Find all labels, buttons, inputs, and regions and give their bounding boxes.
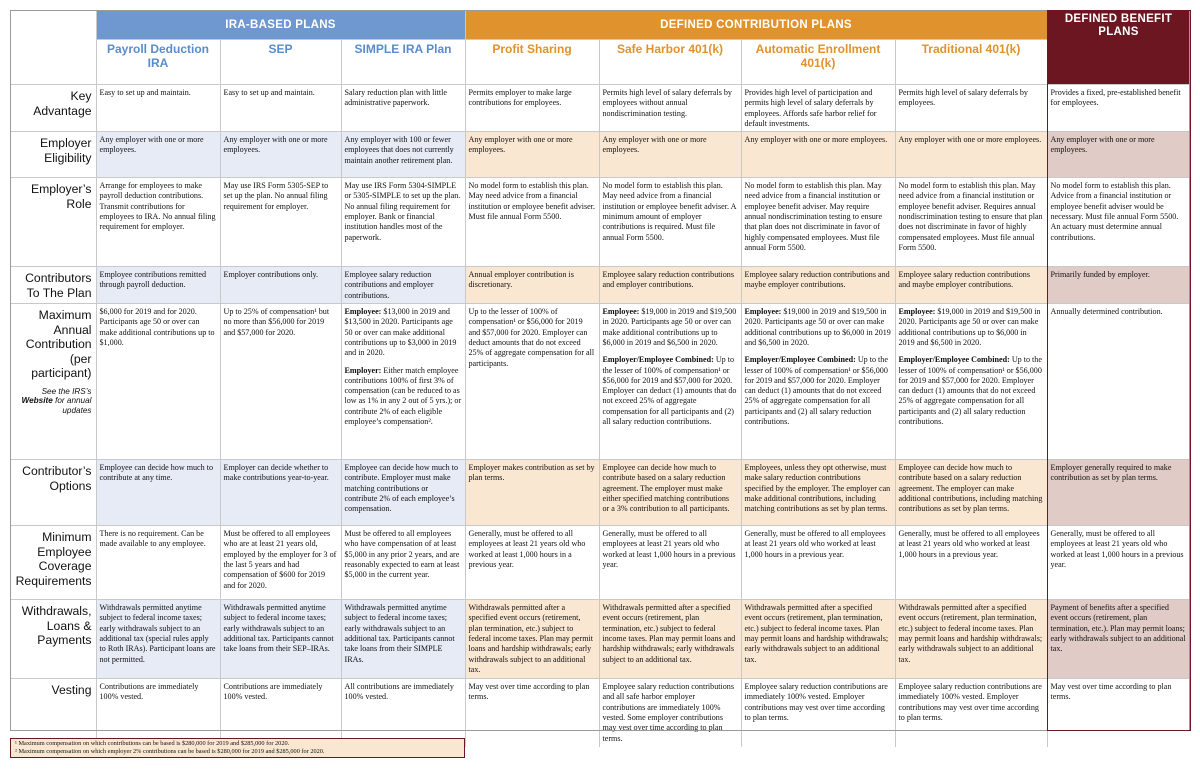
cell-bold-lead: Employer/Employee Combined: bbox=[744, 355, 856, 365]
row-label bbox=[10, 304, 96, 460]
table-cell: Withdrawals permitted anytime subject to federal income taxes; early withdrawals subject to an additional tax. Participants cannot take loans from their SEP–IRAs. bbox=[220, 600, 341, 679]
table-row bbox=[10, 267, 1190, 304]
table-cell: Generally, must be offered to all employees at least 21 years old who worked at least 1,000 hours in a previous year. bbox=[741, 526, 895, 600]
group-header-defined-contribution: DEFINED CONTRIBUTION PLANS bbox=[465, 11, 1047, 40]
row-label bbox=[10, 679, 96, 747]
irs-website-link[interactable]: Website bbox=[21, 396, 53, 406]
cell-bold-lead: Employer/Employee Combined: bbox=[602, 355, 714, 365]
group-header-spacer bbox=[10, 11, 96, 40]
cell-bold-lead: Employee: bbox=[344, 307, 382, 317]
cell-bold-lead: Employer/Employee Combined: bbox=[898, 355, 1010, 365]
table-cell: Annually determined contribution. bbox=[1047, 304, 1190, 460]
table-cell: Employee salary reduction contributions and maybe employer contributions. bbox=[895, 267, 1047, 304]
table-cell: Contributions are immediately 100% vested. bbox=[220, 679, 341, 747]
table-cell: $6,000 for 2019 and for 2020. Participants age 50 or over can make additional contributions up to $1,000. bbox=[96, 304, 220, 460]
row-label-text: Withdrawals, Loans & Payments bbox=[21, 604, 92, 648]
table-cell: Any employer with one or more employees. bbox=[895, 132, 1047, 178]
table-row bbox=[10, 679, 1190, 747]
table-cell: Any employer with one or more employees. bbox=[599, 132, 741, 178]
row-label bbox=[10, 600, 96, 679]
table-cell: Any employer with 100 or fewer employees that does not currently maintain another retirement plan. bbox=[341, 132, 465, 178]
cell-text: $19,000 in 2019 and $19,500 in 2020. Participants age 50 or over can make additional contributions up to $6,000 in 2019 and $6,500 in 2020. bbox=[602, 307, 737, 347]
cell-bold-lead: Employee: bbox=[898, 307, 936, 317]
cell-text: $13,000 in 2019 and $13,500 in 2020. Participants age 50 or over can make additional contributions up to $3,000 in 2019 and in 2020. bbox=[344, 307, 457, 358]
cell-second-paragraph bbox=[899, 355, 1044, 427]
row-label bbox=[10, 267, 96, 304]
table-cell bbox=[341, 304, 465, 460]
plans-table bbox=[10, 10, 1191, 747]
table-cell: Employee salary reduction contributions and employer contributions. bbox=[341, 267, 465, 304]
column-header-4: Profit Sharing bbox=[465, 40, 599, 85]
column-header-7: Traditional 401(k) bbox=[895, 40, 1047, 85]
table-cell: Must be offered to all employees who have compensation of at least $5,000 in any prior 2 years, and are reasonably expected to earn at least $5,000 in the current year. bbox=[341, 526, 465, 600]
column-header-5: Safe Harbor 401(k) bbox=[599, 40, 741, 85]
table-row bbox=[10, 178, 1190, 267]
column-header-2: SEP bbox=[220, 40, 341, 85]
table-cell: Employee contributions remitted through payroll deduction. bbox=[96, 267, 220, 304]
table-cell: Any employer with one or more employees. bbox=[1047, 132, 1190, 178]
table-cell: Generally, must be offered to all employees at least 21 years old who worked at least 1,000 hours in a previous year. bbox=[599, 526, 741, 600]
table-row bbox=[10, 526, 1190, 600]
table-row bbox=[10, 85, 1190, 132]
cell-text: $19,000 in 2019 and $19,500 in 2020. Participants age 50 or over can make additional contributions up to $6,000 in 2019 and $6,500 in 2020. bbox=[898, 307, 1041, 347]
column-header-spacer bbox=[10, 40, 96, 85]
table-cell: May use IRS Form 5304-SIMPLE or 5305-SIMPLE to set up the plan. No annual filing requirement for employer. Bank or financial institution handles most of the paperwork. bbox=[341, 178, 465, 267]
row-label-text: Contributor’s Options bbox=[22, 464, 92, 493]
table-cell: Provides a fixed, pre-established benefit for employees. bbox=[1047, 85, 1190, 132]
table-cell: No model form to establish this plan. Advice from a financial institution or employee benefit adviser would be necessary. Must file annual Form 5500. An actuary must determine annual contributions. bbox=[1047, 178, 1190, 267]
table-cell: Employee salary reduction contributions and all safe harbor employer contributions are immediately 100% vested. Some employer contributions may vest over time according to plan terms. bbox=[599, 679, 741, 747]
table-cell: Any employer with one or more employees. bbox=[741, 132, 895, 178]
table-cell: Permits high level of salary deferrals by employees. bbox=[895, 85, 1047, 132]
table-cell: Arrange for employees to make payroll deduction contributions. Transmit contributions for employees to IRA. No annual filing requirement for employer. bbox=[96, 178, 220, 267]
table-cell: Employee can decide how much to contribute based on a salary reduction agreement. The employer can make additional contributions, including matching contributions as set by plan terms. bbox=[895, 460, 1047, 526]
table-cell: Employees, unless they opt otherwise, must make salary reduction contributions specified by the employer. The employer can make additional contributions, including matching contributions as set by plan terms. bbox=[741, 460, 895, 526]
table-cell: There is no requirement. Can be made available to any employee. bbox=[96, 526, 220, 600]
table-cell: Withdrawals permitted anytime subject to federal income taxes; early withdrawals subject to an additional tax. Participants cannot take loans from their SIMPLE IRAs. bbox=[341, 600, 465, 679]
cell-bold-lead: Employee: bbox=[602, 307, 640, 317]
group-header-ira-based: IRA-BASED PLANS bbox=[96, 11, 465, 40]
row-label-text: Vesting bbox=[51, 683, 92, 698]
retirement-plans-comparison-chart bbox=[10, 10, 1190, 747]
table-cell: Employer makes contribution as set by plan terms. bbox=[465, 460, 599, 526]
row-sublabel bbox=[10, 387, 92, 416]
table-cell: All contributions are immediately 100% vested. bbox=[341, 679, 465, 747]
table-cell: Up to the lesser of 100% of compensation¹ or $56,000 for 2019 and $57,000 for 2020. Employer can deduct amounts that do not exceed 25% of aggregate compensation for all participants. bbox=[465, 304, 599, 460]
table-cell: Withdrawals permitted after a specified event occurs (retirement, plan termination, etc.) subject to federal income taxes. Plan may permit loans and hardship withdrawals; early withdrawals subject to an additional tax. bbox=[599, 600, 741, 679]
table-cell: Any employer with one or more employees. bbox=[465, 132, 599, 178]
footnotes-box bbox=[10, 738, 465, 758]
table-cell: Annual employer contribution is discretionary. bbox=[465, 267, 599, 304]
table-cell: No model form to establish this plan. May need advice from a financial institution or employee benefit adviser. Must file annual Form 5500. bbox=[465, 178, 599, 267]
cell-second-paragraph bbox=[603, 355, 738, 427]
table-cell: Generally, must be offered to all employees at least 21 years old who worked at least 1,000 hours in a previous year. bbox=[895, 526, 1047, 600]
row-label bbox=[10, 85, 96, 132]
row-label bbox=[10, 526, 96, 600]
cell-text: $19,000 in 2019 and $19,500 in 2020. Participants age 50 or over can make additional contributions up to $6,000 in 2019 and $6,500 in 2020. bbox=[744, 307, 891, 347]
table-cell: Generally, must be offered to all employees at least 21 years old who worked at least 1,000 hours in a previous year. bbox=[465, 526, 599, 600]
table-cell: Must be offered to all employees who are at least 21 years old, employed by the employer for 3 of the last 5 years and had compensation of $600 for 2019 and for 2020. bbox=[220, 526, 341, 600]
table-cell: Employee salary reduction contributions and maybe employer contributions. bbox=[741, 267, 895, 304]
row-label bbox=[10, 460, 96, 526]
table-cell: Payment of benefits after a specified event occurs (retirement, plan termination, etc.). Plan may permit loans; early withdrawals subject to an additional tax. bbox=[1047, 600, 1190, 679]
cell-text: Either match employee contributions 100% of first 3% of compensation (can be reduced to as low as 1% in any 2 out of 5 yrs.); or contribute 2% of each eligible employee’s compensation². bbox=[344, 365, 462, 427]
row-label-text: Minimum Employee Coverage Requirements bbox=[15, 530, 92, 588]
table-row bbox=[10, 304, 1190, 460]
table-cell: Employee can decide how much to contribute. Employer must make matching contributions or contribute 2% of each employee’s compensation. bbox=[341, 460, 465, 526]
table-cell: Withdrawals permitted after a specified event occurs (retirement, plan termination, etc.) subject to federal income taxes. Plan may permit loans and hardship withdrawals; early withdrawals subject to an additional tax. bbox=[895, 600, 1047, 679]
table-cell: Employee can decide how much to contribute based on a salary reduction agreement. The employer must make either specified matching contributions or a 3% contribution to all participants. bbox=[599, 460, 741, 526]
row-label-text: Maximum Annual Contribution (per participant) bbox=[25, 308, 92, 381]
table-cell: Contributions are immediately 100% vested. bbox=[96, 679, 220, 747]
cell-second-paragraph bbox=[345, 366, 462, 428]
row-label-text: Key Advantage bbox=[33, 89, 92, 118]
table-cell: Salary reduction plan with little administrative paperwork. bbox=[341, 85, 465, 132]
table-cell: Employee can decide how much to contribute at any time. bbox=[96, 460, 220, 526]
table-cell: Employer contributions only. bbox=[220, 267, 341, 304]
table-cell: Provides high level of participation and permits high level of salary deferrals by employees. Affords safe harbor relief for default investments. bbox=[741, 85, 895, 132]
table-cell: Easy to set up and maintain. bbox=[96, 85, 220, 132]
cell-second-paragraph bbox=[745, 355, 892, 427]
column-header-6: Automatic Enrollment 401(k) bbox=[741, 40, 895, 85]
table-cell: Withdrawals permitted after a specified event occurs (retirement, plan termination, etc.) subject to federal income taxes. Plan may permit loans and hardship withdrawals; early withdrawals subject to an additional tax. bbox=[465, 600, 599, 679]
table-cell: Easy to set up and maintain. bbox=[220, 85, 341, 132]
table-cell: May use IRS Form 5305-SEP to set up the plan. No annual filing requirement for employer. bbox=[220, 178, 341, 267]
table-cell: Any employer with one or more employees. bbox=[96, 132, 220, 178]
table-row bbox=[10, 132, 1190, 178]
column-header-1: Payroll Deduction IRA bbox=[96, 40, 220, 85]
cell-bold-lead: Employer: bbox=[344, 365, 382, 375]
table-cell: Withdrawals permitted anytime subject to federal income taxes; early withdrawals subject to an additional tax (special rules apply to Roth IRAs). Participant loans are not permitted. bbox=[96, 600, 220, 679]
table-cell bbox=[895, 304, 1047, 460]
table-cell: May vest over time according to plan terms. bbox=[465, 679, 599, 747]
table-cell: Any employer with one or more employees. bbox=[220, 132, 341, 178]
cell-text: Up to the lesser of 100% of compensation¹ or $56,000 for 2019 and $57,000 for 2020. Employer can deduct (1) amounts that do not exceed 25% of aggregate compensation for all participants and (2) all salary reduction contributions. bbox=[898, 355, 1042, 427]
group-header-defined-benefit: DEFINED BENEFIT PLANS bbox=[1047, 11, 1190, 85]
row-label-text: Employer’s Role bbox=[30, 182, 92, 211]
row-label bbox=[10, 132, 96, 178]
table-cell: Withdrawals permitted after a specified event occurs (retirement, plan termination, etc.) subject to federal income taxes. Plan may permit loans and hardship withdrawals; early withdrawals subject to an additional tax. bbox=[741, 600, 895, 679]
table-cell: No model form to establish this plan. May need advice from a financial institution or employee benefit adviser. May require annual nondiscrimination testing to ensure that plan does not discriminate in favor of highly compensated employees. Must file annual Form 5500. bbox=[741, 178, 895, 267]
table-cell bbox=[599, 304, 741, 460]
table-cell: Permits high level of salary deferrals by employees without annual nondiscrimination testing. bbox=[599, 85, 741, 132]
table-cell: Generally, must be offered to all employees at least 21 years old who worked at least 1,000 hours in a previous year. bbox=[1047, 526, 1190, 600]
table-row bbox=[10, 600, 1190, 679]
cell-text: Up to the lesser of 100% of compensation¹ or $56,000 for 2019 and $57,000 for 2020. Employer can deduct (1) amounts that do not exceed 25% of aggregate compensation for all participants and (2) all salary reduction contributions. bbox=[602, 355, 737, 427]
column-header-3: SIMPLE IRA Plan bbox=[341, 40, 465, 85]
row-sublabel-pre: See the IRS’s bbox=[41, 386, 92, 396]
column-header-row bbox=[10, 40, 1190, 85]
table-cell: Employee salary reduction contributions are immediately 100% vested. Employer contributions may vest over time according to plan terms. bbox=[741, 679, 895, 747]
footnote-1: ¹ Maximum compensation on which contributions can be based is $280,000 for 2019 and $285,000 for 2020. bbox=[15, 740, 290, 747]
table-cell: Permits employer to make large contributions for employees. bbox=[465, 85, 599, 132]
table-row bbox=[10, 460, 1190, 526]
row-label-text: Contributors To The Plan bbox=[25, 271, 92, 300]
table-cell: Primarily funded by employer. bbox=[1047, 267, 1190, 304]
table-cell: Employer generally required to make contribution as set by plan terms. bbox=[1047, 460, 1190, 526]
cell-bold-lead: Employee: bbox=[744, 307, 782, 317]
row-label bbox=[10, 178, 96, 267]
table-cell bbox=[741, 304, 895, 460]
cell-text: Up to the lesser of 100% of compensation¹ or $56,000 for 2019 and $57,000 for 2020. Employer can deduct (1) amounts that do not exceed 25% of aggregate compensation for all participants and (2) all salary reduction contributions. bbox=[744, 355, 888, 427]
table-body bbox=[10, 85, 1190, 747]
row-sublabel-post: for annual updates bbox=[52, 396, 92, 415]
row-label-text: Employer Eligibility bbox=[40, 136, 92, 165]
table-cell: Up to 25% of compensation¹ but no more than $56,000 for 2019 and $57,000 for 2020. bbox=[220, 304, 341, 460]
group-header-row bbox=[10, 11, 1190, 40]
table-cell: No model form to establish this plan. May need advice from a financial institution or employee benefit adviser. Requires annual nondiscrimination testing to ensure that plan does not discriminate in favor of highly compensated employees. Must file annual Form 5500. bbox=[895, 178, 1047, 267]
table-cell: Employee salary reduction contributions and employer contributions. bbox=[599, 267, 741, 304]
footnote-2: ² Maximum compensation on which employer 2% contributions can be based is $280,000 for 2019 and $285,000 for 2020. bbox=[15, 748, 325, 755]
table-cell: Employee salary reduction contributions are immediately 100% vested. Employer contributions may vest over time according to plan terms. bbox=[895, 679, 1047, 747]
table-cell: Employer can decide whether to make contributions year-to-year. bbox=[220, 460, 341, 526]
table-cell: May vest over time according to plan terms. bbox=[1047, 679, 1190, 747]
table-cell: No model form to establish this plan. May need advice from a financial institution or employee benefit adviser. A minimum amount of employer contributions is required. Must file annual Form 5500. bbox=[599, 178, 741, 267]
